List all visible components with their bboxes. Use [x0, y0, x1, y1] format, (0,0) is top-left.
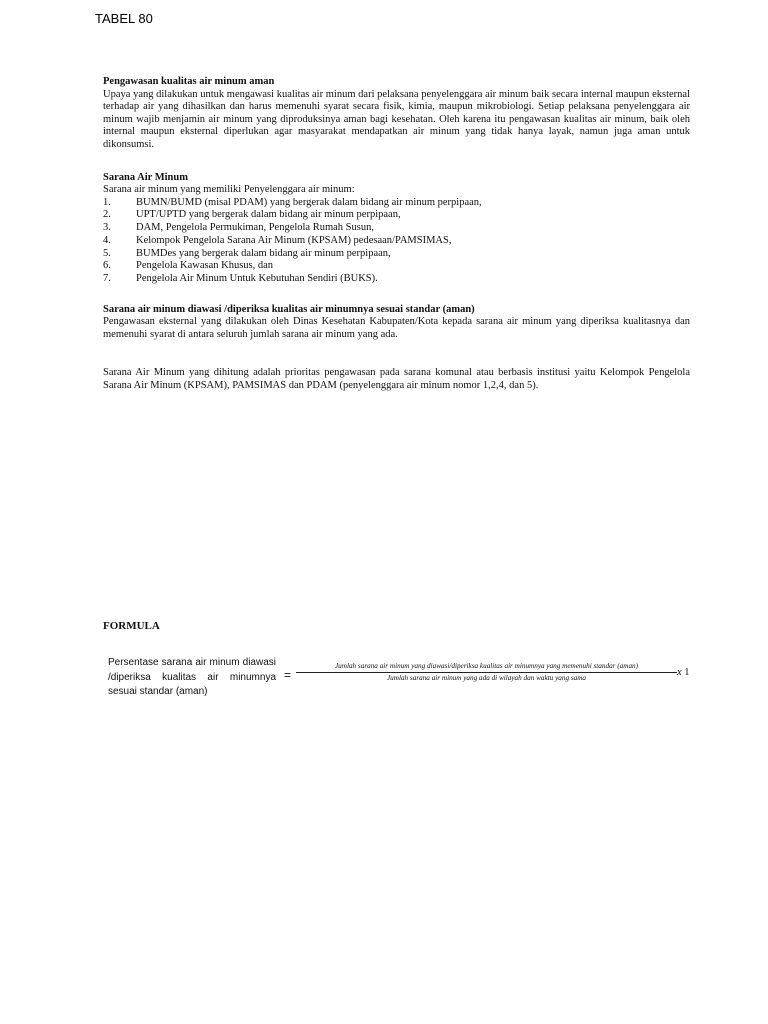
list-item-number: 4. — [103, 234, 111, 246]
section-title-sarana: Sarana Air Minum — [103, 171, 188, 183]
section-title-pengawasan: Pengawasan kualitas air minum aman — [103, 76, 275, 87]
table-number-label: TABEL 80 — [95, 11, 153, 26]
paragraph-prioritas: Sarana Air Minum yang dihitung adalah prioritas pengawasan pada sarana komunal atau berbasis institusi yaitu Kelompok Pengelola Sarana Air Minum (KPSAM), PAMSIMAS dan PDAM (penyelenggara air minum nomor 1,2,4, dan 5). — [103, 367, 690, 392]
list-item — [103, 209, 690, 222]
paragraph-sarana-intro: Sarana air minum yang memiliki Penyelenggara air minum: — [103, 184, 355, 196]
list-item-text: BUMN/BUMD (misal PDAM) yang bergerak dalam bidang air minum perpipaan, — [136, 196, 482, 208]
fraction-bar — [296, 672, 677, 673]
formula-heading: FORMULA — [103, 620, 160, 632]
list-item-number: 1. — [103, 196, 111, 208]
section-diawasi — [103, 304, 690, 342]
formula-label: Persentase sarana air minum diawasi /diperiksa kualitas air minumnya sesuai standar (aman) — [108, 657, 276, 697]
list-item — [103, 235, 690, 248]
paragraph-pengawasan: Upaya yang dilakukan untuk mengawasi kualitas air minum dari pelaksana penyelenggara air minum baik secara internal maupun eksternal terhadap air yang dihasilkan dan harus memenuhi syarat secara fisik, kimia, maupun mikrobiologi. Setiap pelaksana penyelenggara air minum wajib menjamin air minum yang diproduksinya aman bagi kesehatan. Oleh karena itu pengawasan kualitas air minum, baik oleh internal maupun eksternal diperlukan agar masyarakat mendapatkan air minum yang tidak hanya layak, namun juga aman untuk dikonsumsi. — [103, 88, 690, 150]
list-item-number: 6. — [103, 260, 111, 272]
list-item-text: Pengelola Kawasan Khusus, dan — [136, 260, 274, 272]
multiplier-symbol: x — [677, 667, 682, 678]
list-item-number: 2. — [103, 209, 111, 221]
list-item — [103, 273, 690, 286]
list-item-number: 5. — [103, 247, 111, 259]
section-title-diawasi: Sarana air minum diawasi /diperiksa kualitas air minumnya sesuai standar (aman) — [103, 303, 475, 315]
list-item-number: 7. — [103, 272, 111, 284]
section-sarana — [103, 172, 690, 286]
formula-multiplier — [677, 667, 690, 678]
formula-numerator: Jumlah sarana air minum yang diawasi/diperiksa kualitas air minumnya yang memenuhi standar (aman) — [334, 662, 639, 670]
document-body — [103, 76, 690, 393]
formula-block — [108, 656, 698, 700]
list-item-text: Kelompok Pengelola Sarana Air Minum (KPSAM) pedesaan/PAMSIMAS, — [136, 234, 452, 246]
section-prioritas — [103, 367, 690, 392]
paragraph-diawasi: Pengawasan eksternal yang dilakukan oleh Dinas Kesehatan Kabupaten/Kota kepada sarana air minum yang diperiksa kualitasnya dan memenuhi syarat di antara seluruh jumlah sarana air minum yang ada. — [103, 316, 690, 340]
list-item-text: UPT/UPTD yang bergerak dalam bidang air minum perpipaan, — [136, 209, 401, 221]
list-item-text: DAM, Pengelola Permukiman, Pengelola Rumah Susun, — [136, 222, 374, 234]
list-item-text: Pengelola Air Minum Untuk Kebutuhan Sendiri (BUKS). — [136, 272, 378, 284]
formula-fraction — [296, 662, 677, 683]
list-item — [103, 260, 690, 273]
provider-list — [103, 197, 690, 286]
multiplier-value: 1 — [684, 667, 690, 678]
list-item — [103, 248, 690, 261]
section-pengawasan — [103, 76, 690, 152]
list-item — [103, 222, 690, 235]
formula-denominator: Jumlah sarana air minum yang ada di wilayah dan waktu yang sama — [386, 674, 587, 682]
list-item-number: 3. — [103, 222, 111, 234]
list-item — [103, 197, 690, 210]
list-item-text: BUMDes yang bergerak dalam bidang air minum perpipaan, — [136, 247, 391, 259]
formula-equals-sign: = — [284, 668, 292, 682]
